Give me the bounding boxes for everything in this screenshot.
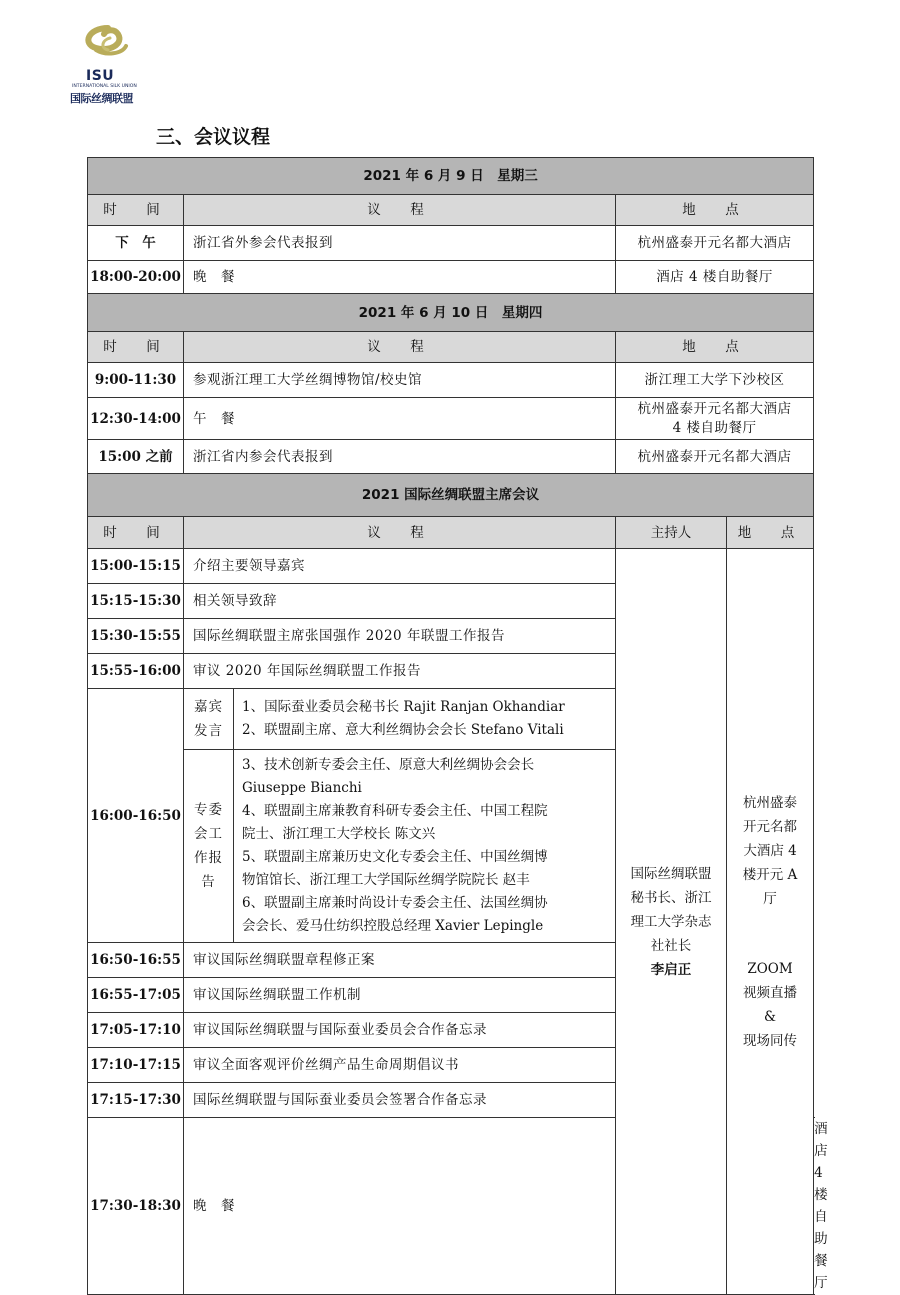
host-line: 国际丝绸联盟 bbox=[630, 865, 712, 882]
row-time: 17:30-18:30 bbox=[88, 1118, 184, 1295]
list-item: 3、技术创新专委会主任、原意大利丝绸协会会长 bbox=[242, 757, 535, 773]
committee-label: 专委 会工 作报 告 bbox=[184, 750, 234, 943]
row-place: 酒店 4 楼自助餐厅 bbox=[616, 261, 814, 294]
header-agenda: 议 程 bbox=[184, 517, 616, 549]
row-time: 15:00-15:15 bbox=[88, 549, 184, 584]
row-time: 16:50-16:55 bbox=[88, 943, 184, 978]
logo-abbr: ISU bbox=[86, 68, 115, 84]
logo-english: INTERNATIONAL SILK UNION bbox=[72, 84, 137, 89]
header-time: 时 间 bbox=[88, 517, 184, 549]
table-row bbox=[88, 440, 814, 474]
row-item: 审议全面客观评价丝绸产品生命周期倡议书 bbox=[184, 1048, 616, 1083]
section-title: 三、会议议程 bbox=[156, 126, 271, 148]
list-item: Giuseppe Bianchi bbox=[242, 780, 362, 796]
table-row: 17:30-18:30 晚 餐 酒店 4 楼自助餐厅 bbox=[88, 1118, 814, 1295]
row-place bbox=[616, 398, 814, 440]
list-item: 院士、浙江理工大学校长 陈文兴 bbox=[242, 826, 436, 842]
row-place: 杭州盛泰开元名都大酒店 bbox=[616, 226, 814, 261]
list-item: 4、联盟副主席兼教育科研专委会主任、中国工程院 bbox=[242, 803, 548, 819]
row-time: 15:55-16:00 bbox=[88, 654, 184, 689]
header-place: 地 点 bbox=[616, 195, 814, 226]
row-item: 国际丝绸联盟与国际蚕业委员会签署合作备忘录 bbox=[184, 1083, 616, 1118]
list-item: 2、联盟副主席、意大利丝绸协会会长 Stefano Vitali bbox=[242, 722, 564, 738]
day-title: 2021 年 6 月 9 日 星期三 bbox=[88, 158, 814, 195]
row-item: 相关领导致辞 bbox=[184, 584, 616, 619]
list-item: 会会长、爱马仕纺织控股总经理 Xavier Lepingle bbox=[242, 918, 544, 934]
location-line: 厅 bbox=[763, 890, 777, 907]
logo-chinese: 国际丝绸联盟 bbox=[70, 92, 133, 105]
host-line: 秘书长、浙江 bbox=[630, 889, 712, 906]
host-line: 社社长 bbox=[650, 937, 692, 954]
row-time: 12:30-14:00 bbox=[88, 398, 184, 440]
broadcast-line: 现场同传 bbox=[743, 1032, 798, 1049]
header-host: 主持人 bbox=[616, 517, 727, 549]
list-item: 6、联盟副主席兼时尚设计专委会主任、法国丝绸协 bbox=[242, 895, 548, 911]
table-row bbox=[88, 261, 814, 294]
header-place: 地 点 bbox=[616, 332, 814, 363]
row-time: 下 午 bbox=[88, 226, 184, 261]
list-item: 1、国际蚕业委员会秘书长 Rajit Ranjan Okhandiar bbox=[242, 699, 565, 715]
row-time: 18:00-20:00 bbox=[88, 261, 184, 294]
header-time: 时 间 bbox=[88, 195, 184, 226]
row-item: 审议国际丝绸联盟章程修正案 bbox=[184, 943, 616, 978]
table-row bbox=[88, 226, 814, 261]
row-place: 杭州盛泰开元名都大酒店 bbox=[616, 440, 814, 474]
table-row bbox=[88, 363, 814, 398]
row-item: 审议国际丝绸联盟工作机制 bbox=[184, 978, 616, 1013]
host-cell bbox=[616, 549, 727, 1295]
row-item: 浙江省外参会代表报到 bbox=[184, 226, 616, 261]
broadcast-line: ZOOM bbox=[747, 960, 793, 977]
row-item: 参观浙江理工大学丝绸博物馆/校史馆 bbox=[184, 363, 616, 398]
row-time: 15:00 之前 bbox=[88, 440, 184, 474]
broadcast-line: & bbox=[764, 1008, 777, 1025]
row-item: 审议国际丝绸联盟与国际蚕业委员会合作备忘录 bbox=[184, 1013, 616, 1048]
header-place: 地 点 bbox=[727, 517, 814, 549]
table-row bbox=[88, 398, 814, 440]
row-item: 浙江省内参会代表报到 bbox=[184, 440, 616, 474]
committee-reports bbox=[234, 750, 616, 943]
location-line: 大酒店 4 bbox=[743, 842, 797, 859]
row-time: 17:10-17:15 bbox=[88, 1048, 184, 1083]
row-item: 介绍主要领导嘉宾 bbox=[184, 549, 616, 584]
row-item: 晚 餐 bbox=[184, 261, 616, 294]
place-line: 4 楼自助餐厅 bbox=[672, 419, 757, 436]
host-line: 理工大学杂志 bbox=[630, 913, 712, 930]
location-cell bbox=[727, 549, 814, 1295]
row-time: 17:15-17:30 bbox=[88, 1083, 184, 1118]
row-time: 16:00-16:50 bbox=[88, 689, 184, 943]
header-time: 时 间 bbox=[88, 332, 184, 363]
row-time: 15:30-15:55 bbox=[88, 619, 184, 654]
silk-swirl-icon bbox=[66, 24, 150, 68]
location-line: 楼开元 A bbox=[742, 866, 798, 883]
row-time: 9:00-11:30 bbox=[88, 363, 184, 398]
list-item: 5、联盟副主席兼历史文化专委会主任、中国丝绸博 bbox=[242, 849, 548, 865]
broadcast-line: 视频直播 bbox=[743, 984, 798, 1001]
row-item: 审议 2020 年国际丝绸联盟工作报告 bbox=[184, 654, 616, 689]
day-title: 2021 年 6 月 10 日 星期四 bbox=[88, 294, 814, 332]
location-line: 杭州盛泰 bbox=[743, 794, 798, 811]
isu-logo bbox=[66, 24, 150, 108]
header-agenda: 议 程 bbox=[184, 195, 616, 226]
row-place: 浙江理工大学下沙校区 bbox=[616, 363, 814, 398]
host-name: 李启正 bbox=[650, 961, 692, 978]
row-item: 晚 餐 bbox=[184, 1118, 616, 1295]
meeting-title: 2021 国际丝绸联盟主席会议 bbox=[88, 474, 814, 517]
agenda-table bbox=[87, 157, 829, 1295]
guest-label: 嘉宾 发言 bbox=[184, 689, 234, 750]
guest-speakers bbox=[234, 689, 616, 750]
table-row bbox=[88, 549, 814, 584]
row-item: 国际丝绸联盟主席张国强作 2020 年联盟工作报告 bbox=[184, 619, 616, 654]
location-line: 开元名都 bbox=[743, 818, 798, 835]
row-item: 午 餐 bbox=[184, 398, 616, 440]
place-line: 杭州盛泰开元名都大酒店 bbox=[637, 400, 792, 417]
row-time: 17:05-17:10 bbox=[88, 1013, 184, 1048]
header-agenda: 议 程 bbox=[184, 332, 616, 363]
row-time: 15:15-15:30 bbox=[88, 584, 184, 619]
list-item: 物馆馆长、浙江理工大学国际丝绸学院院长 赵丰 bbox=[242, 872, 530, 888]
row-time: 16:55-17:05 bbox=[88, 978, 184, 1013]
